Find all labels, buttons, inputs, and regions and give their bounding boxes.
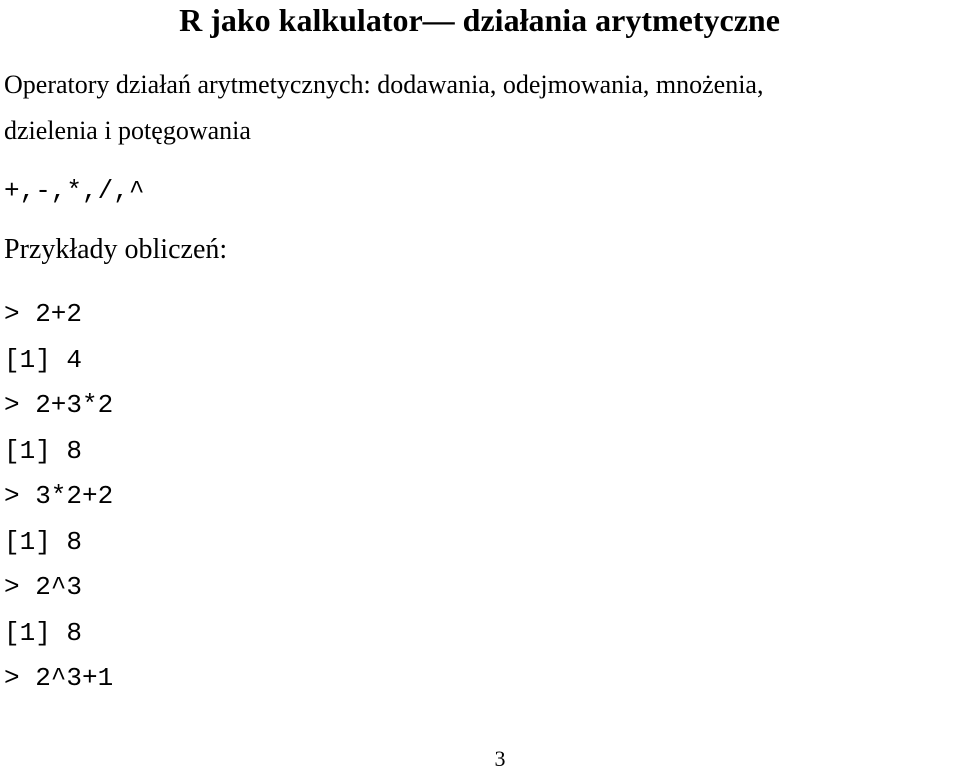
console-line: [1] 8 (4, 526, 83, 557)
console-line: > 2+3*2 (4, 390, 114, 420)
console-line: [1] 8 (4, 435, 83, 466)
examples-heading: Przykłady obliczeń: (4, 234, 228, 265)
console-line: > 3*2+2 (4, 481, 114, 511)
intro-line-2: dzielenia i potęgowania (4, 116, 251, 145)
console-line: > 2^3+1 (4, 663, 114, 693)
console-line: > 2^3 (4, 572, 83, 602)
intro-line-1: Operatory działań arytmetycznych: dodawania, odejmowania, mnożenia, (4, 70, 764, 99)
intro-paragraph (4, 62, 959, 154)
console-line: [1] 8 (4, 617, 83, 648)
slide-title: R jako kalkulator— działania arytmetyczne (179, 2, 780, 38)
console-line: [1] 4 (4, 344, 83, 375)
operator-list: +,-,*,/,^ (4, 176, 145, 206)
page-number: 3 (494, 746, 506, 771)
console-line: > 2+2 (4, 299, 83, 329)
console-output (4, 294, 113, 704)
